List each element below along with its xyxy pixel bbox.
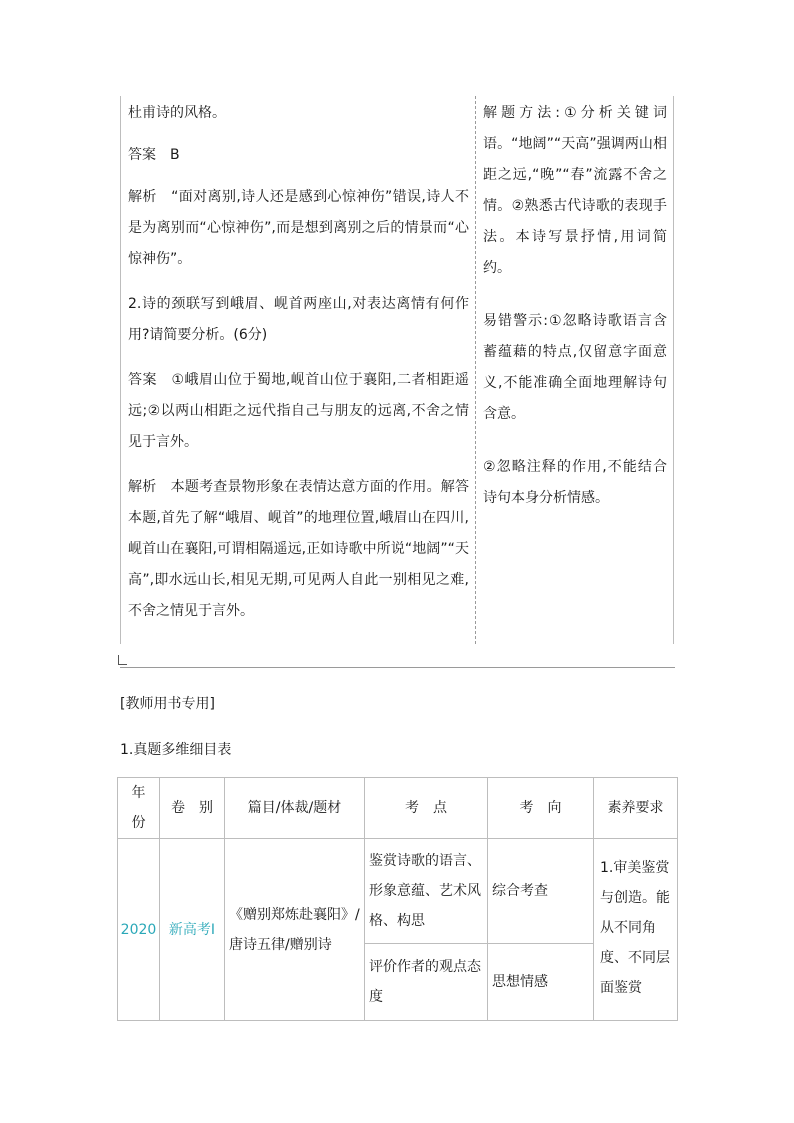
error-warning-2: ②忽略注释的作用,不能结合诗句本身分析情感。 [483,459,667,506]
answer-1: 答案 B [128,147,180,163]
year-cell: 2020 [118,839,160,1021]
header-literacy: 素养要求 [594,778,678,839]
point-cell-1: 鉴赏诗歌的语言、形象意蕴、艺术风格、构思 [365,839,488,944]
analysis-1: 解析 “面对离别,诗人还是感到心惊神伤”错误,诗人不是为离别而“心惊神伤”,而是想到离别之后的情景而“心惊神伤”。 [128,189,469,267]
table-header-row [118,778,678,839]
header-exam: 卷 别 [160,778,225,839]
answer-2: 答案 ①峨眉山位于蜀地,岘首山位于襄阳,二者相距遥远;②以两山相距之远代指自己与朋友的远离,不舍之情见于言外。 [128,372,469,450]
poet-style-line: 杜甫诗的风格。 [128,105,226,121]
literacy-cell: 1.审美鉴赏与创造。能从不同角度、不同层面鉴赏 [594,839,678,1021]
header-points: 考 点 [365,778,488,839]
direction-cell-1: 综合考查 [488,839,594,944]
corner-mark [118,655,127,665]
direction-cell-2: 思想情感 [488,944,594,1021]
section-divider [120,667,675,668]
table-row [118,839,678,944]
table-heading: 1.真题多维细目表 [120,742,232,758]
header-work: 篇目/体裁/题材 [225,778,365,839]
teacher-only-label: [教师用书专用] [120,696,215,712]
header-directions: 考 向 [488,778,594,839]
question-2: 2.诗的颈联写到峨眉、岘首两座山,对表达离情有何作用?请简要分析。(6分) [128,296,469,343]
error-warning-1: 易错警示:①忽略诗歌语言含蓄蕴藉的特点,仅留意字面意义,不能准确全面地理解诗句含意。 [483,313,667,422]
right-column [476,96,674,644]
solving-method: 解题方法:①分析关键词语。“地阔”“天高”强调两山相距之远,“晚”“春”流露不舍之情。②熟悉古代诗歌的表现手法。本诗写景抒情,用词简约。 [483,105,667,276]
work-cell: 《赠别郑炼赴襄阳》/唐诗五律/赠别诗 [225,839,365,1021]
header-year: 年 份 [118,778,160,839]
detail-table [117,777,678,1021]
exam-cell: 新高考Ⅰ [160,839,225,1021]
left-column [120,96,476,644]
point-cell-2: 评价作者的观点态度 [365,944,488,1021]
analysis-2: 解析 本题考查景物形象在表情达意方面的作用。解答本题,首先了解“峨眉、岘首”的地理位置,峨眉山在四川,岘首山在襄阳,可谓相隔遥远,正如诗歌中所说“地阔”“天高”,即水远山长,相见无期,可见两人自此一别相见之难,不舍之情见于言外。 [128,479,469,619]
